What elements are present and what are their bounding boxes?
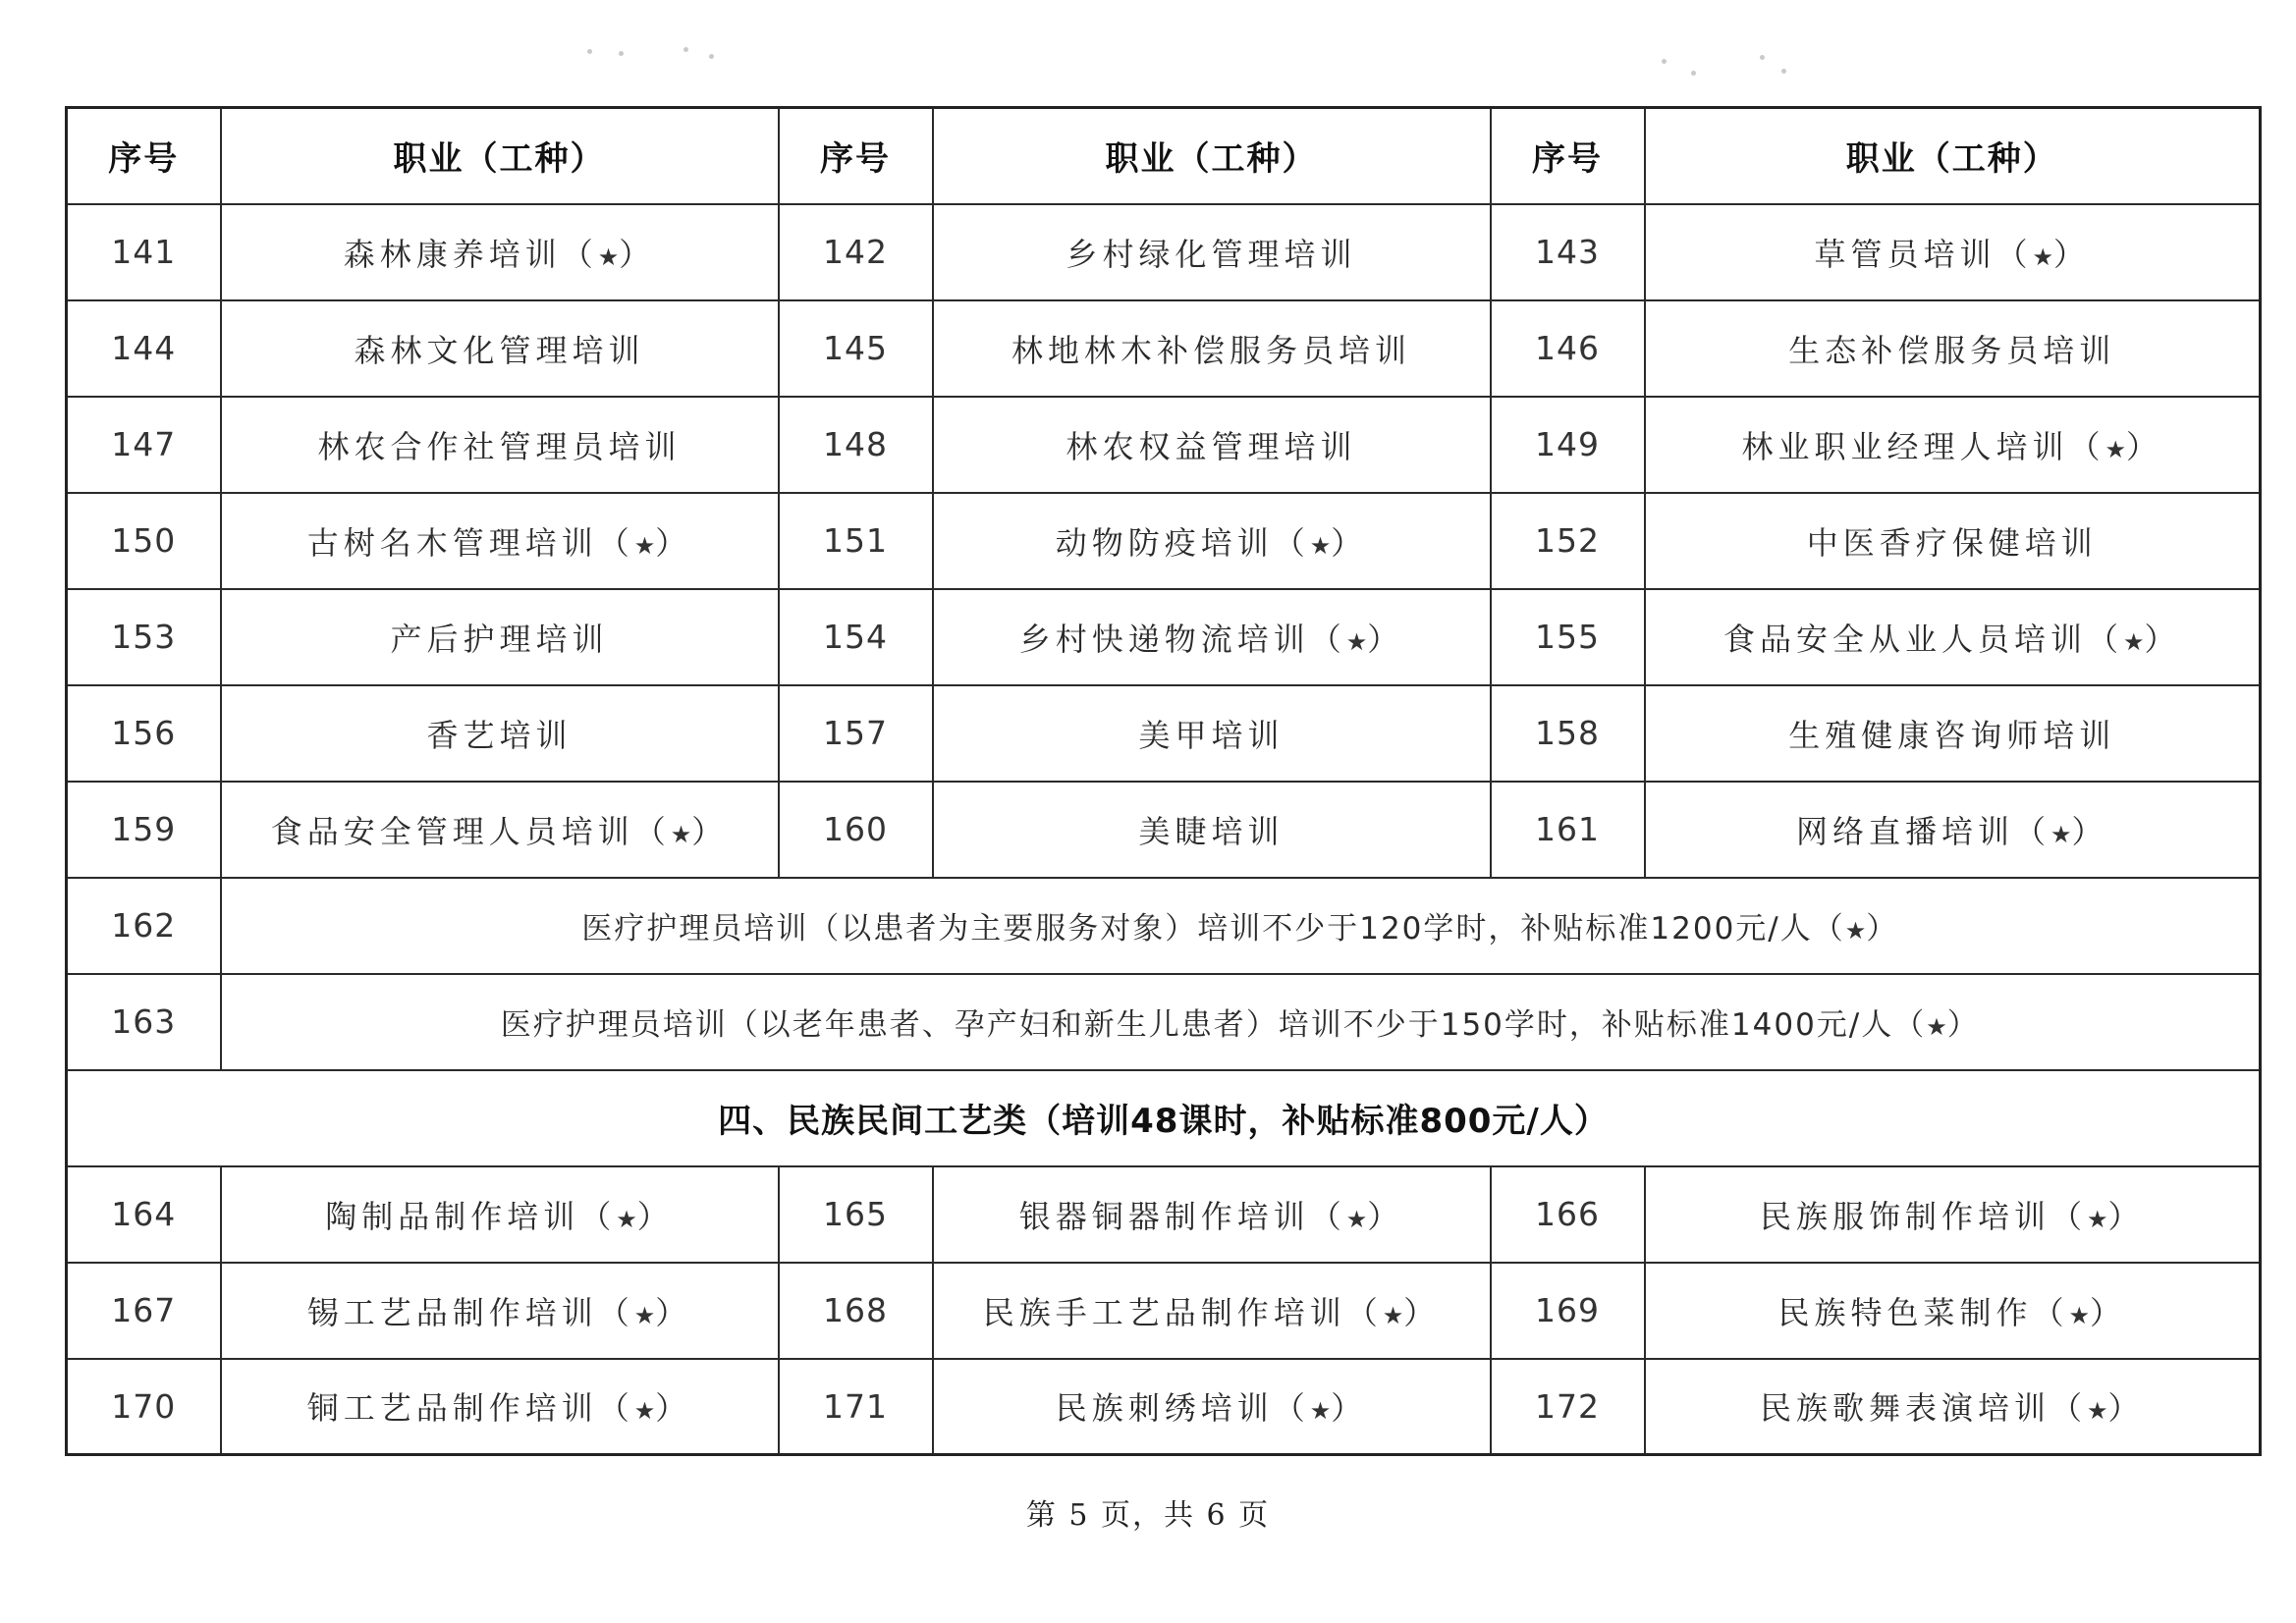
star-icon: ★	[597, 243, 620, 271]
serial-number: 152	[1491, 493, 1645, 589]
star-icon: ★	[616, 1205, 637, 1233]
occupation-name: 生态补偿服务员培训	[1788, 331, 2116, 369]
serial-number: 165	[779, 1166, 933, 1263]
serial-number: 142	[779, 204, 933, 300]
occupation-cell: 网络直播培训（★）	[1645, 782, 2261, 878]
page-footer: 第 5 页，共 6 页	[1025, 1498, 1271, 1533]
serial-number: 169	[1491, 1263, 1645, 1359]
occupation-name: 锡工艺品制作培训	[306, 1293, 598, 1331]
star-icon: ★	[2123, 627, 2145, 656]
header-seq-2: 序号	[779, 108, 933, 204]
header-job-1: 职业（工种）	[221, 108, 779, 204]
occupation-name: 乡村快递物流培训	[1018, 620, 1310, 658]
occupation-cell: 森林康养培训（★）	[221, 204, 779, 300]
star-icon: ★	[2105, 435, 2127, 463]
star-icon: ★	[633, 531, 656, 560]
occupation-cell	[933, 204, 1491, 300]
table-row	[67, 685, 2261, 782]
table-row	[67, 974, 2261, 1070]
serial-number: 167	[67, 1263, 221, 1359]
table-body	[67, 108, 2261, 1455]
occupation-name: 美甲培训	[1138, 716, 1285, 754]
header-row	[67, 108, 2261, 204]
serial-number: 141	[67, 204, 221, 300]
occupation-cell: 食品安全管理人员培训（★）	[221, 782, 779, 878]
table-row	[67, 782, 2261, 878]
serial-number: 162	[67, 878, 221, 974]
table-row	[67, 1359, 2261, 1455]
star-icon: ★	[2068, 1301, 2091, 1329]
occupation-cell	[221, 589, 779, 685]
occupation-cell: 陶制品制作培训（★）	[221, 1166, 779, 1263]
table-row	[67, 1263, 2261, 1359]
occupation-name: 森林康养培训	[343, 235, 562, 273]
occupation-cell	[221, 300, 779, 397]
occupation-cell: 草管员培训（★）	[1645, 204, 2261, 300]
occupation-name: 林业职业经理人培训	[1741, 427, 2069, 465]
occupation-cell: 食品安全从业人员培训（★）	[1645, 589, 2261, 685]
occupation-name: 动物防疫培训	[1055, 523, 1274, 562]
serial-number: 154	[779, 589, 933, 685]
table-row	[67, 589, 2261, 685]
occupation-table	[65, 106, 2262, 1456]
serial-number: 143	[1491, 204, 1645, 300]
occupation-cell: 民族手工艺品制作培训（★）	[933, 1263, 1491, 1359]
serial-number: 172	[1491, 1359, 1645, 1455]
occupation-cell	[1645, 685, 2261, 782]
serial-number: 163	[67, 974, 221, 1070]
occupation-name: 中医香疗保健培训	[1806, 523, 2098, 562]
occupation-cell: 民族服饰制作培训（★）	[1645, 1166, 2261, 1263]
occupation-cell	[933, 300, 1491, 397]
serial-number: 147	[67, 397, 221, 493]
occupation-name: 产后护理培训	[390, 620, 609, 658]
star-icon: ★	[2087, 1205, 2108, 1233]
occupation-cell	[933, 782, 1491, 878]
serial-number: 171	[779, 1359, 933, 1455]
serial-number: 160	[779, 782, 933, 878]
occupation-name: 民族手工艺品制作培训	[982, 1293, 1346, 1331]
serial-number: 158	[1491, 685, 1645, 782]
occupation-cell: 动物防疫培训（★）	[933, 493, 1491, 589]
star-icon: ★	[1382, 1301, 1404, 1329]
star-icon: ★	[1309, 1397, 1332, 1426]
star-icon: ★	[1926, 1013, 1947, 1041]
header-seq-1: 序号	[67, 108, 221, 204]
occupation-name: 食品安全从业人员培训	[1722, 620, 2087, 658]
occupation-cell: 民族特色菜制作（★）	[1645, 1263, 2261, 1359]
table-row	[67, 397, 2261, 493]
serial-number: 157	[779, 685, 933, 782]
occupation-name: 古树名木管理培训	[306, 523, 598, 562]
occupation-cell: 民族刺绣培训（★）	[933, 1359, 1491, 1455]
serial-number: 148	[779, 397, 933, 493]
table-row	[67, 493, 2261, 589]
header-seq-3: 序号	[1491, 108, 1645, 204]
occupation-name: 美睫培训	[1138, 812, 1285, 850]
occupation-name: 网络直播培训	[1795, 812, 2014, 850]
star-icon: ★	[2087, 1397, 2108, 1426]
serial-number: 161	[1491, 782, 1645, 878]
occupation-cell: 林业职业经理人培训（★）	[1645, 397, 2261, 493]
serial-number: 168	[779, 1263, 933, 1359]
serial-number: 155	[1491, 589, 1645, 685]
occupation-name: 食品安全管理人员培训	[270, 812, 634, 850]
serial-number: 159	[67, 782, 221, 878]
serial-number: 145	[779, 300, 933, 397]
occupation-name: 医疗护理员培训（以老年患者、孕产妇和新生儿患者）培训不少于150学时，补贴标准1400元/人	[500, 1007, 1894, 1043]
occupation-cell: 锡工艺品制作培训（★）	[221, 1263, 779, 1359]
star-icon: ★	[1309, 531, 1332, 560]
occupation-cell: 民族歌舞表演培训（★）	[1645, 1359, 2261, 1455]
serial-number: 166	[1491, 1166, 1645, 1263]
table-row	[67, 1166, 2261, 1263]
occupation-name: 森林文化管理培训	[354, 331, 645, 369]
occupation-name: 林农合作社管理员培训	[317, 427, 682, 465]
section-header-row	[67, 1070, 2261, 1166]
star-icon: ★	[670, 820, 692, 848]
occupation-cell-wide: 医疗护理员培训（以老年患者、孕产妇和新生儿患者）培训不少于150学时，补贴标准1400元/人（★）	[221, 974, 2261, 1070]
occupation-cell	[1645, 493, 2261, 589]
occupation-name: 民族歌舞表演培训	[1759, 1389, 2050, 1428]
serial-number: 144	[67, 300, 221, 397]
occupation-cell: 铜工艺品制作培训（★）	[221, 1359, 779, 1455]
occupation-name: 民族服饰制作培训	[1759, 1197, 2050, 1235]
occupation-cell: 古树名木管理培训（★）	[221, 493, 779, 589]
star-icon: ★	[633, 1397, 656, 1426]
serial-number: 164	[67, 1166, 221, 1263]
occupation-cell: 银器铜器制作培训（★）	[933, 1166, 1491, 1263]
occupation-cell	[1645, 300, 2261, 397]
star-icon: ★	[2032, 243, 2054, 271]
header-job-2: 职业（工种）	[933, 108, 1491, 204]
table-row	[67, 300, 2261, 397]
occupation-cell	[933, 685, 1491, 782]
occupation-name: 林农权益管理培训	[1066, 427, 1357, 465]
serial-number: 156	[67, 685, 221, 782]
table-row	[67, 878, 2261, 974]
occupation-cell: 乡村快递物流培训（★）	[933, 589, 1491, 685]
section-title: 四、民族民间工艺类（培训48课时，补贴标准800元/人）	[67, 1070, 2261, 1166]
occupation-name: 香艺培训	[426, 716, 573, 754]
header-job-3: 职业（工种）	[1645, 108, 2261, 204]
star-icon: ★	[633, 1301, 656, 1329]
serial-number: 149	[1491, 397, 1645, 493]
star-icon: ★	[1844, 917, 1867, 945]
occupation-name: 医疗护理员培训（以患者为主要服务对象）培训不少于120学时，补贴标准1200元/人	[581, 911, 1813, 947]
table-row	[67, 204, 2261, 300]
occupation-cell	[221, 397, 779, 493]
occupation-name: 林地林木补偿服务员培训	[1011, 331, 1411, 369]
occupation-cell	[221, 685, 779, 782]
occupation-cell	[933, 397, 1491, 493]
serial-number: 151	[779, 493, 933, 589]
occupation-name: 乡村绿化管理培训	[1066, 235, 1357, 273]
occupation-name: 民族刺绣培训	[1055, 1389, 1274, 1428]
occupation-name: 银器铜器制作培训	[1018, 1197, 1310, 1235]
occupation-name: 铜工艺品制作培训	[306, 1389, 598, 1428]
star-icon: ★	[2050, 820, 2072, 848]
occupation-cell-wide: 医疗护理员培训（以患者为主要服务对象）培训不少于120学时，补贴标准1200元/人（★）	[221, 878, 2261, 974]
serial-number: 170	[67, 1359, 221, 1455]
star-icon: ★	[1345, 627, 1368, 656]
serial-number: 150	[67, 493, 221, 589]
serial-number: 146	[1491, 300, 1645, 397]
occupation-name: 生殖健康咨询师培训	[1788, 716, 2116, 754]
occupation-name: 草管员培训	[1814, 235, 1996, 273]
serial-number: 153	[67, 589, 221, 685]
occupation-name: 陶制品制作培训	[325, 1197, 580, 1235]
occupation-name: 民族特色菜制作	[1777, 1293, 2033, 1331]
star-icon: ★	[1345, 1205, 1368, 1233]
